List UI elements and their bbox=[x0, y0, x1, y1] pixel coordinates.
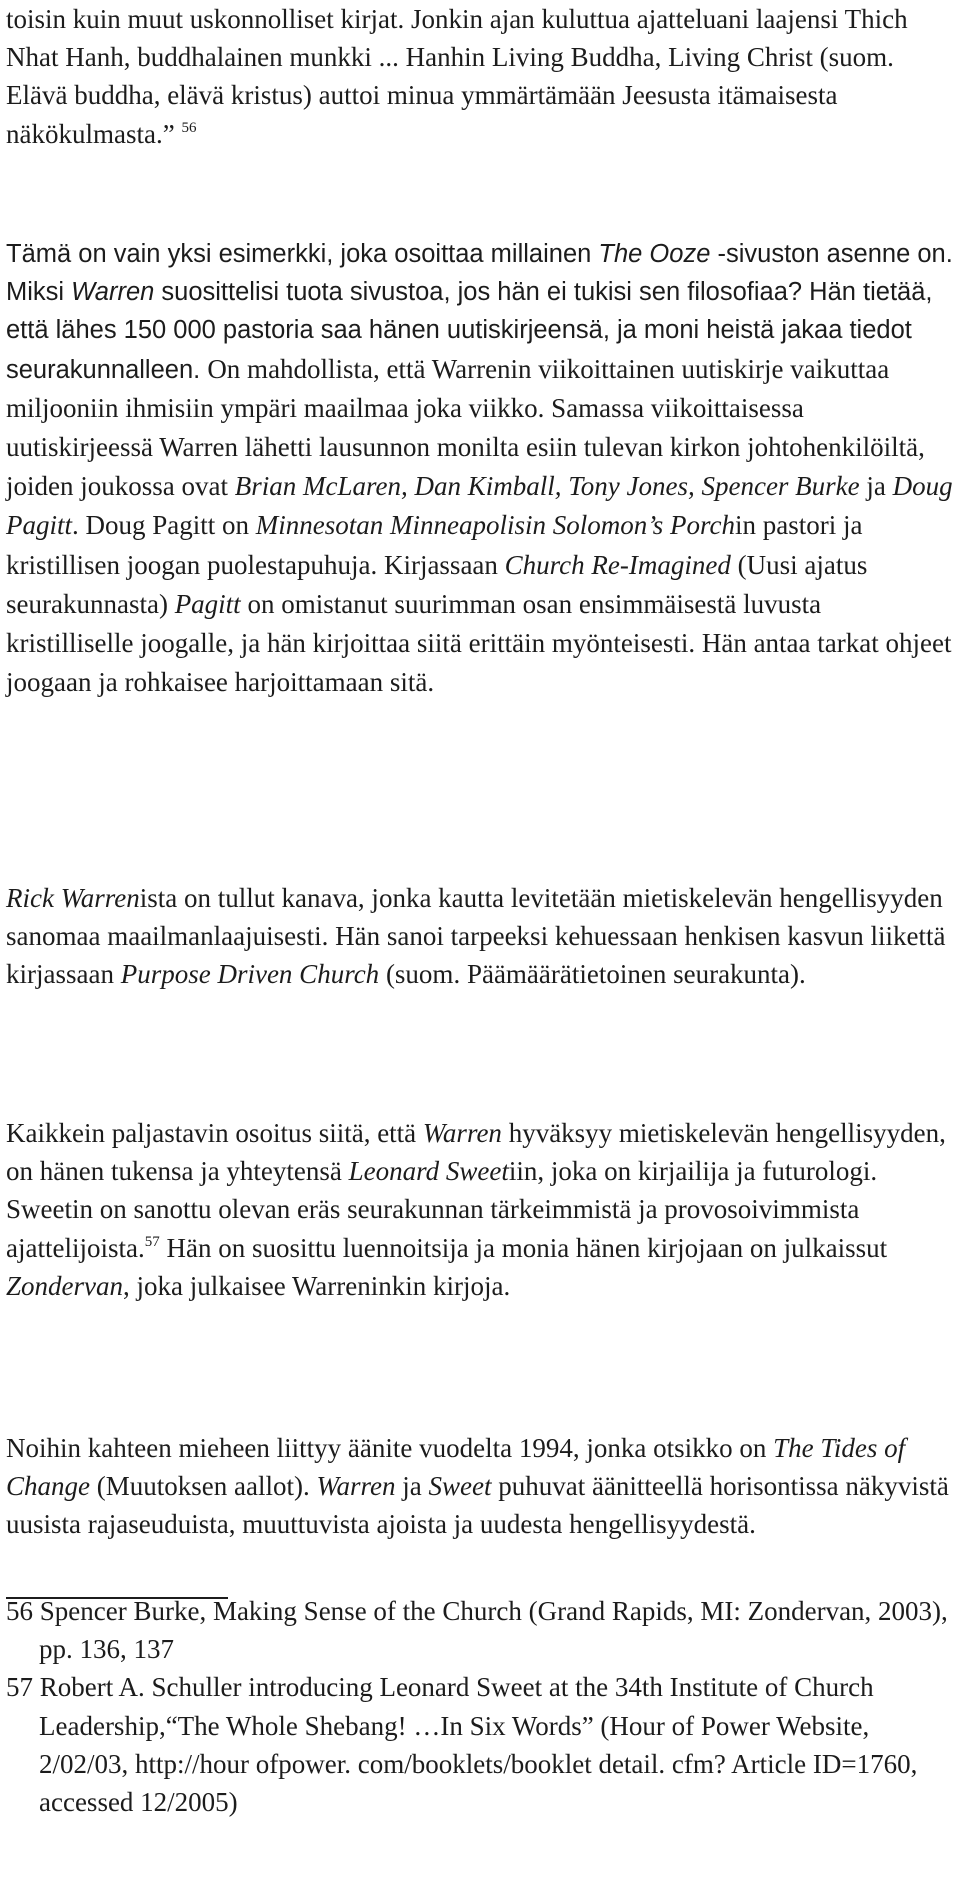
text-run: ja bbox=[859, 471, 893, 502]
paragraph-rick-warren bbox=[6, 879, 954, 994]
text-run-italic: Pagitt bbox=[174, 588, 241, 619]
text-run-italic: Church Re-Imagined bbox=[504, 549, 731, 580]
text-run: suosittelisi tuota sivustoa, jos hän ei tukisi sen filosofiaa? Hän tietää, että lähes 150 000 pastoria saa hänen uutiskirjeensä, ja moni heistä jakaa tiedot seurakunnalleen. bbox=[6, 278, 933, 384]
paragraph-the-ooze bbox=[6, 235, 954, 702]
text-run-italic: Warren bbox=[422, 1118, 502, 1148]
text-run-italic: Sweet bbox=[428, 1471, 492, 1502]
text-run: iin, joka on kirjailija ja futurologi. Sweetin on sanottu olevan eräs seurakunnan tärkeimmistä ja provosoivimmista ajattelijoista. bbox=[6, 1156, 878, 1263]
footnote-ref-57[interactable]: 57 bbox=[144, 1233, 160, 1250]
text-run: , joka julkaisee Warreninkin kirjoja. bbox=[123, 1270, 511, 1301]
text-run-italic: Zondervan bbox=[6, 1270, 123, 1301]
text-run: in pastori ja kristillisen joogan puolestapuhuja. Kirjassaan bbox=[6, 510, 863, 580]
text-run: hyväksyy mietiskelevän hengellisyyden, on hänen tukensa ja yhteytensä bbox=[6, 1118, 946, 1187]
text-run-italic: Doug Pagitt bbox=[6, 471, 953, 541]
footnote-56: 56 Spencer Burke, Making Sense of the Church (Grand Rapids, MI: Zondervan, 2003), pp. 136, 137 bbox=[6, 1596, 948, 1665]
text-run-italic: Warren bbox=[316, 1471, 396, 1502]
text-run: Tämä on vain yksi esimerkki, joka osoittaa millainen bbox=[6, 240, 599, 268]
text-run-serif: On mahdollista, että Warrenin viikoittainen uutiskirje vaikuttaa miljooniin ihmisiin ympäri maailmaa joka viikko. Samassa viikoittaisessa uutiskirjeessä Warren lähetti lausunnon monilta esiin tulevan kirkon johtohenkilöiltä, joiden joukossa ovat bbox=[6, 353, 925, 502]
text-run: Hän on suosittu luennoitsija ja monia hänen kirjojaan on julkaissut bbox=[159, 1232, 888, 1263]
footnote-ref-56[interactable]: 56 bbox=[181, 119, 197, 136]
text-run-italic: Rick Warren bbox=[6, 883, 140, 913]
text-run-italic: Warren bbox=[71, 278, 155, 307]
text-run-italic: The Tides of Change bbox=[6, 1433, 906, 1502]
text-run: (suom. Päämäärätietoinen seurakunta). bbox=[379, 959, 806, 990]
text-run: . Doug Pagitt on bbox=[72, 510, 256, 541]
text-run: -sivuston asenne on. Miksi bbox=[6, 240, 953, 307]
text-run-italic: The Ooze bbox=[598, 240, 711, 268]
paragraph-tides-of-change bbox=[6, 1429, 954, 1544]
text-run: on omistanut suurimman osan ensimmäisestä luvusta kristilliselle joogalle, ja hän kirjoittaa siitä erittäin myönteisesti. Hän antaa tarkat ohjeet joogaan ja rohkaisee harjoittamaan sitä. bbox=[6, 588, 952, 698]
paragraph-quote-end bbox=[6, 0, 954, 153]
text-run: Noihin kahteen mieheen liittyy äänite vuodelta 1994, jonka otsikko on bbox=[6, 1433, 774, 1463]
text-run: (Uusi ajatus seurakunnasta) bbox=[6, 549, 868, 619]
footnote-57: 57 Robert A. Schuller introducing Leonard Sweet at the 34th Institute of Church Leadership,“The Whole Shebang! …In Six Words” (Hour of Power Website, 2/02/03, http://hour ofpower. com/booklets/booklet detail. cfm? Article ID=1760, accessed 12/2005) bbox=[6, 1672, 918, 1818]
text-run: Kaikkein paljastavin osoitus siitä, että bbox=[6, 1118, 423, 1148]
paragraph-leonard-sweet bbox=[6, 1114, 954, 1305]
text-run-italic: Leonard Sweet bbox=[348, 1156, 509, 1187]
text-run: (Muutoksen aallot). bbox=[90, 1471, 317, 1502]
text-run-italic: Brian McLaren, Dan Kimball, Tony Jones, Spencer Burke bbox=[234, 471, 860, 502]
paragraph-text: toisin kuin muut uskonnolliset kirjat. Jonkin ajan kuluttua ajatteluani laajensi Thich Nhat Hanh, buddhalainen munkki ... Hanhin Living Buddha, Living Christ (suom. Elävä buddha, elävä kristus) auttoi minua ymmärtämään Jeesusta itämaisesta näkökulmasta.” bbox=[6, 4, 908, 149]
text-run: puhuvat äänitteellä horisontissa näkyvistä uusista rajaseuduista, muuttuvista ajoista ja uudesta hengellisyydestä. bbox=[6, 1471, 949, 1540]
text-run-italic: Purpose Driven Church bbox=[120, 959, 380, 990]
text-run: ja bbox=[395, 1471, 429, 1502]
text-run-italic: Minnesotan Minneapolisin Solomon’s Porch bbox=[255, 510, 735, 541]
footnotes bbox=[6, 1592, 954, 1821]
text-run: ista on tullut kanava, jonka kautta levitetään mietiskelevän hengellisyyden sanomaa maailmanlaajuisesti. Hän sanoi tarpeeksi kehuessaan henkisen kasvun liikettä kirjassaan bbox=[6, 883, 946, 990]
